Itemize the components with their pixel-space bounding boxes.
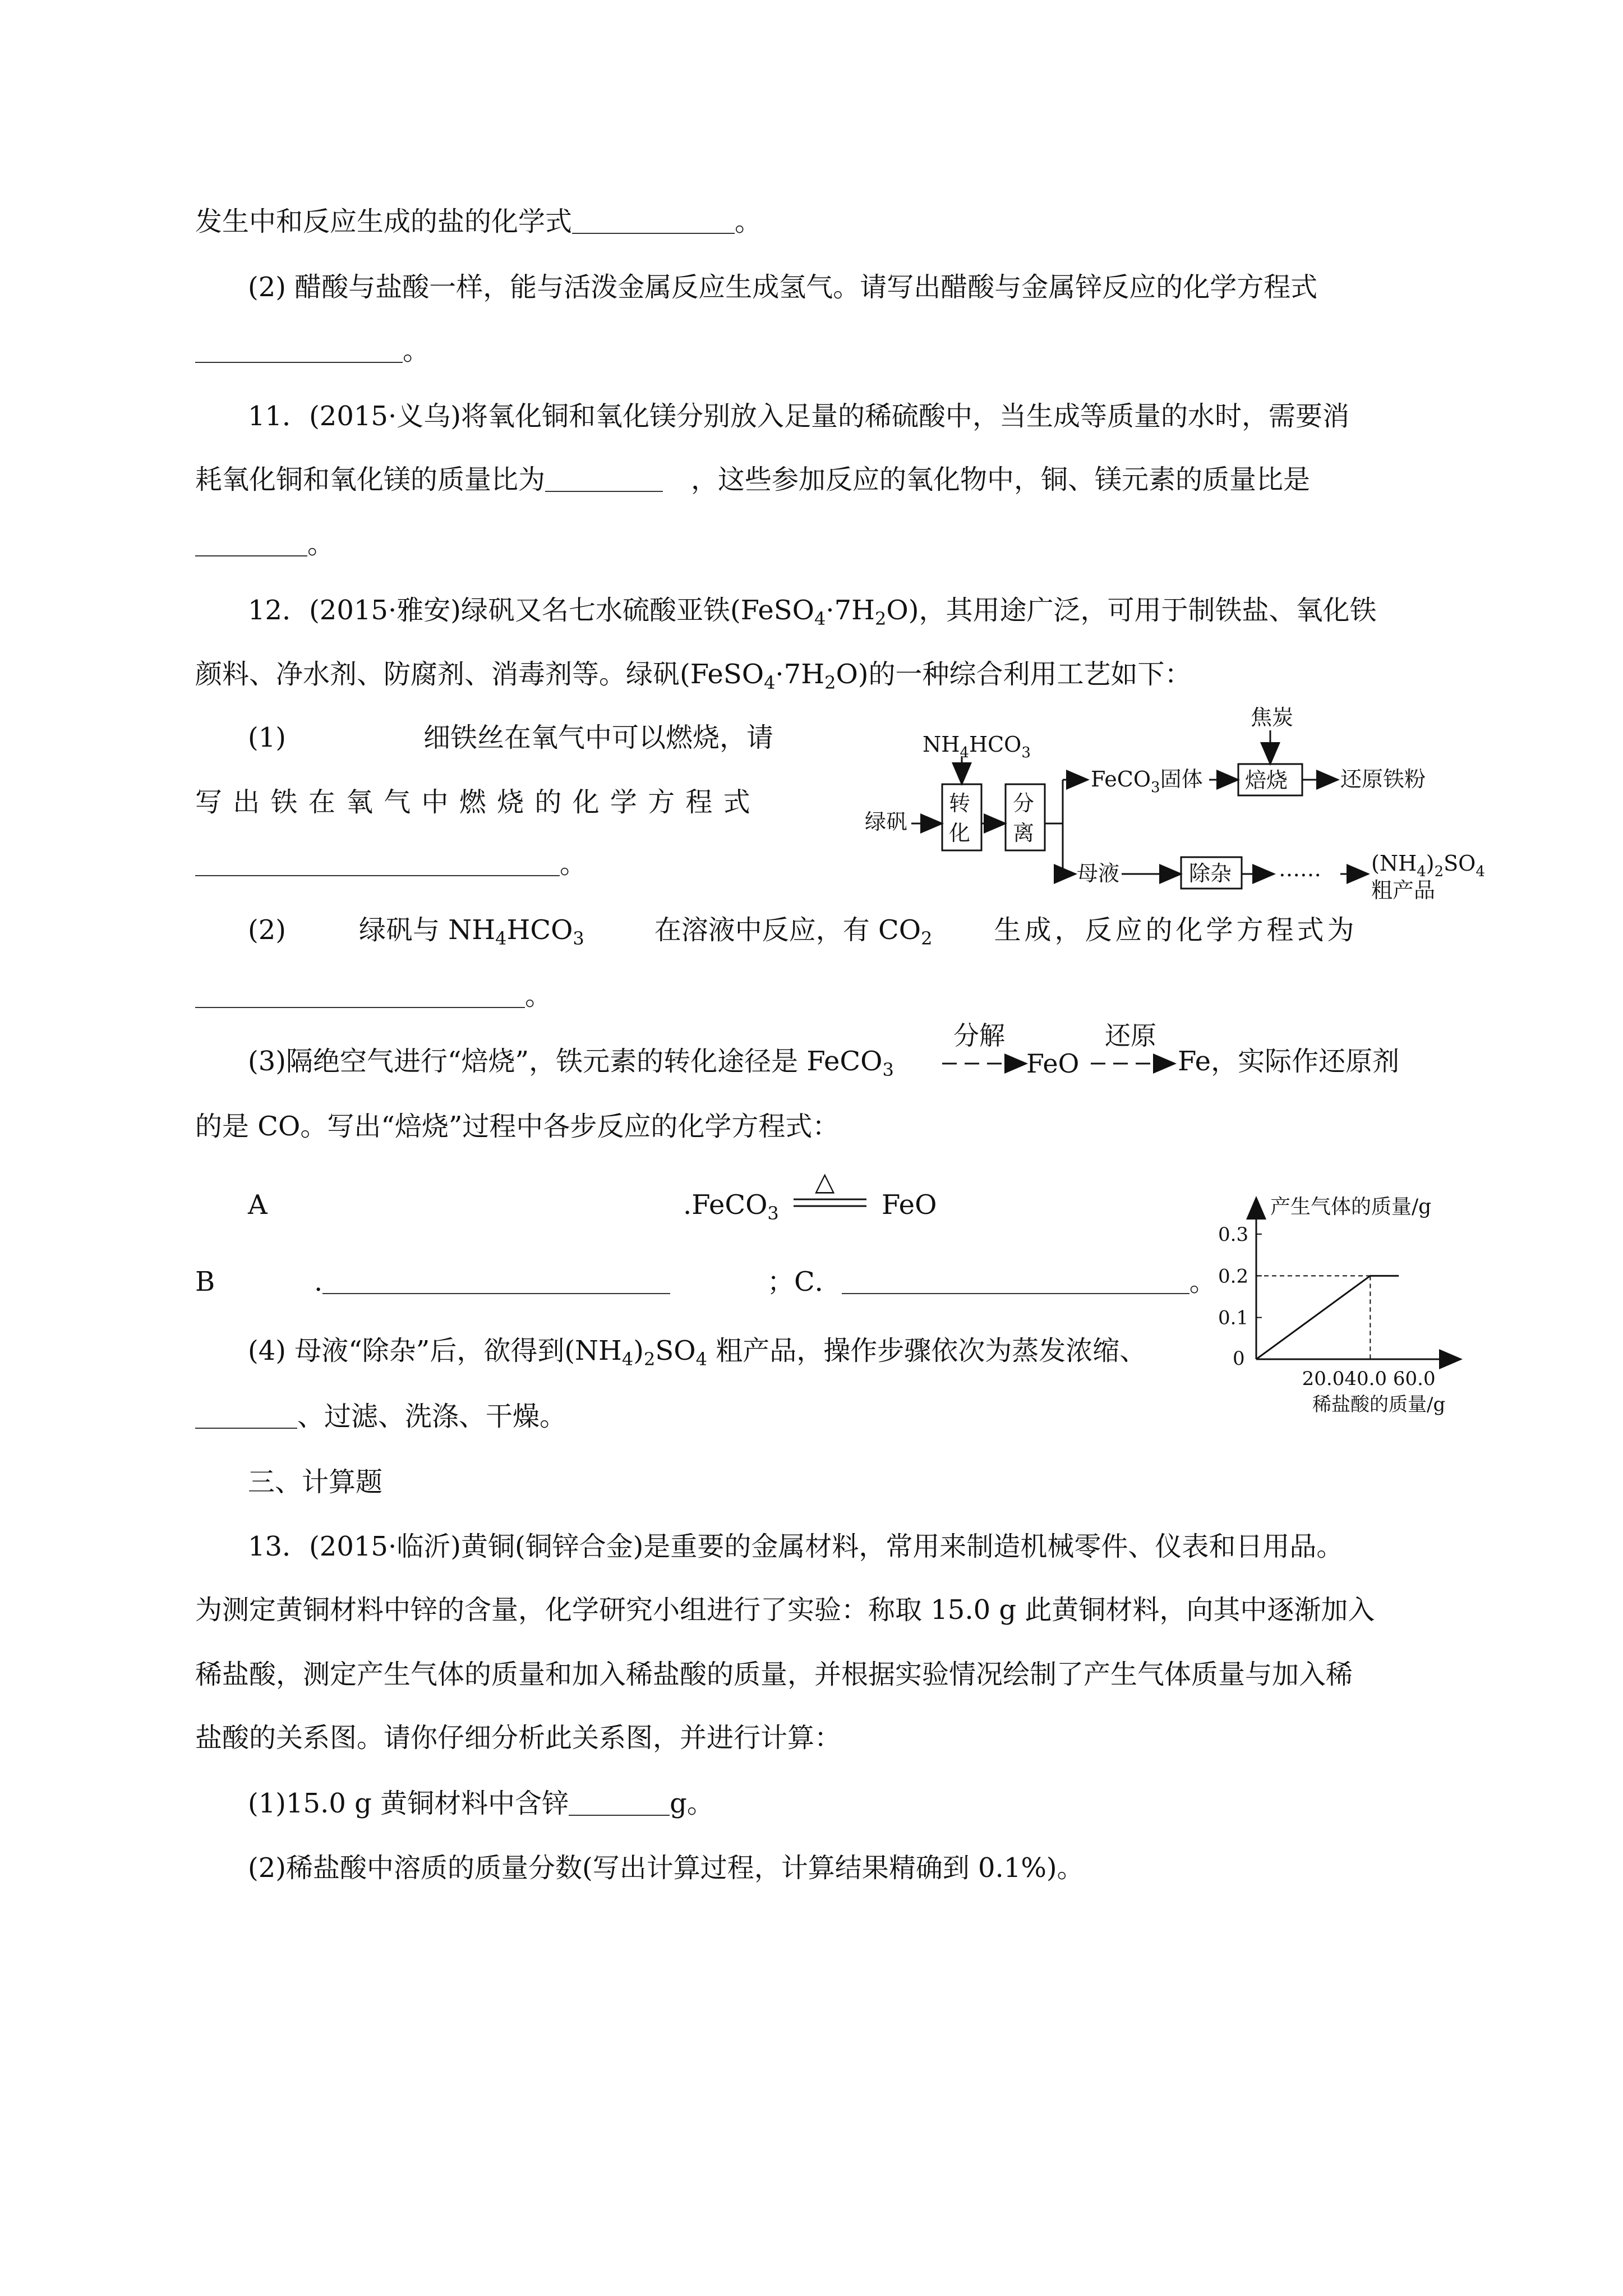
q12-p2-blank-line: 。 <box>195 979 552 1013</box>
q12-p2-text: 绿矾与 $NH_4HCO_3$ 在溶液中反应，有 $CO_2$ 生成，反应的化学方程式为 <box>359 914 1358 949</box>
eq-a-label: A <box>248 1189 268 1221</box>
q12-p3-line2: 的是 CO。写出“焙烧”过程中各步反应的化学方程式： <box>195 1111 840 1142</box>
eq-a-product: FeO <box>882 1189 937 1221</box>
q12-p3-fe: Fe，实际作还原剂 <box>1178 1046 1400 1077</box>
q12-p2-number: (2) <box>248 914 286 946</box>
flow-fenli-2: 离 <box>1013 821 1035 845</box>
answer-blank[interactable] <box>195 1405 297 1429</box>
y-tick-label: 0.3 <box>1218 1223 1249 1246</box>
flow-feco3-label: FeCO$_3$固体 <box>1091 767 1203 796</box>
q10-part2-blank-line: 。 <box>195 334 430 367</box>
answer-blank[interactable] <box>195 853 560 876</box>
answer-blank[interactable] <box>842 1271 1189 1294</box>
q11-line2: 耗氧化铜和氧化镁的质量比为 ，这些参加反应的氧化物中，铜、镁元素的质量比是 <box>195 464 1311 495</box>
answer-blank[interactable] <box>322 1271 670 1294</box>
y-axis-label: 产生气体的质量/g <box>1270 1195 1432 1218</box>
process-flow-diagram <box>864 696 1492 914</box>
flow-beishao-label: 焙烧 <box>1245 768 1288 793</box>
flow-zhuanhua-1: 转 <box>949 791 971 816</box>
eq-a-heat-sign <box>788 1167 872 1217</box>
arrow-label-huanyuan: 还原 <box>1105 1021 1156 1051</box>
section-3-title: 三、计算题 <box>248 1466 383 1498</box>
y-tick-label: 0.1 <box>1218 1306 1249 1329</box>
flow-zhuanhua-2: 化 <box>949 821 971 845</box>
eq-b-line: . <box>314 1265 670 1299</box>
flow-lvfan-label: 绿矾 <box>865 809 908 834</box>
y-tick-label: 0.2 <box>1218 1265 1249 1288</box>
q13-line2: 为测定黄铜材料中锌的含量，化学研究小组进行了实验：称取 15.0 g 此黄铜材料，向其中逐渐加入 <box>195 1594 1375 1626</box>
flow-muye-label: 母液 <box>1077 861 1120 886</box>
q12-line1: 12．(2015·雅安)绿矾又名七水硫酸亚铁$(FeSO_4\cdot 7H_2O)$，其用途广泛，可用于制铁盐、氧化铁 <box>248 595 1377 629</box>
q13-line3: 稀盐酸，测定产生气体的质量和加入稀盐酸的质量，并根据实验情况绘制了产生气体质量与加入稀 <box>195 1659 1353 1690</box>
x-tick-labels <box>1302 1368 1436 1390</box>
q12-p4-line2: 、过滤、洗涤、干燥。 <box>195 1400 566 1433</box>
q11-line1: 11．(2015·义乌)将氧化铜和氧化镁分别放入足量的稀硫酸中，当生成等质量的水时，需要消 <box>248 401 1349 432</box>
answer-blank[interactable] <box>195 984 525 1008</box>
p3-feo: FeO <box>1026 1048 1080 1079</box>
flow-jiaotan-label: 焦炭 <box>1251 705 1294 730</box>
q13-p1: (1)15.0 g 黄铜材料中含锌 g。 <box>248 1788 714 1819</box>
q10-part2: (2) 醋酸与盐酸一样，能与活泼金属反应生成氢气。请写出醋酸与金属锌反应的化学方程式 <box>248 272 1318 303</box>
q12-p3-line1: (3)隔绝空气进行“焙烧”，铁元素的转化途径是 FeCO$_3$ <box>248 1046 894 1080</box>
x-tick-label: 40.0 <box>1344 1368 1387 1390</box>
answer-blank[interactable] <box>195 533 307 556</box>
q13-p2: (2)稀盐酸中溶质的质量分数(写出计算过程，计算结果精确到 0.1%)。 <box>248 1852 1084 1884</box>
flow-fenli-1: 分 <box>1013 791 1035 816</box>
q12-p1-text: 细铁丝在氧气中可以燃烧，请 <box>423 722 774 753</box>
q13-line4: 盐酸的关系图。请你仔细分析此关系图，并进行计算： <box>195 1722 842 1754</box>
answer-blank[interactable] <box>545 468 663 492</box>
flow-chuza-label: 除杂 <box>1189 861 1232 886</box>
q12-p1-blank-line: 。 <box>195 847 587 881</box>
flow-dots: …… <box>1279 857 1321 881</box>
answer-blank[interactable] <box>569 1792 670 1816</box>
gas-mass-chart <box>1217 1186 1497 1422</box>
q10-line1: 发生中和反应生成的盐的化学式 。 <box>195 206 762 237</box>
eq-a-formula: .FeCO$_3$ <box>683 1189 779 1224</box>
arrow-label-fenjie: 分解 <box>953 1021 1005 1051</box>
q12-p1-number: (1) <box>248 722 286 753</box>
flow-nh4hco3-label: $NH_4HCO_3$ <box>923 732 1031 761</box>
answer-blank[interactable] <box>195 339 403 363</box>
series-line <box>1256 1276 1399 1359</box>
flow-cuchanpin-label: 粗产品 <box>1371 878 1436 903</box>
heat-triangle-icon: △ <box>815 1167 835 1197</box>
answer-blank[interactable] <box>572 210 735 234</box>
q13-line1: 13．(2015·临沂)黄铜(铜锌合金)是重要的金属材料，常用来制造机械零件、仪表和日用品。 <box>248 1531 1344 1562</box>
flow-huanyuan-label: 还原铁粉 <box>1340 767 1426 792</box>
q11-line3: 。 <box>195 527 334 561</box>
q12-line2: 颜料、净水剂、防腐剂、消毒剂等。绿矾$(FeSO_4\cdot 7H_2O)$的一种综合利用工艺如下： <box>195 659 1192 693</box>
x-tick-label: 20.0 <box>1302 1368 1345 1390</box>
eq-b-label: B <box>195 1266 215 1297</box>
x-axis-label: 稀盐酸的质量/g <box>1312 1393 1446 1416</box>
q12-p4-line1: (4) 母液“除杂”后，欲得到$(NH_4)_2SO_4$ 粗产品，操作步骤依次为蒸发浓缩、 <box>248 1335 1147 1370</box>
flow-nh4so4-label: $(NH_4)_2SO_4$ <box>1371 851 1485 880</box>
origin-label: 0 <box>1233 1347 1245 1370</box>
q12-p1-text2: 写 出 铁 在 氧 气 中 燃 烧 的 化 学 方 程 式 <box>195 786 751 818</box>
x-tick-label: 60.0 <box>1387 1368 1436 1390</box>
eq-c-line: ；C． 。 <box>767 1266 1216 1297</box>
